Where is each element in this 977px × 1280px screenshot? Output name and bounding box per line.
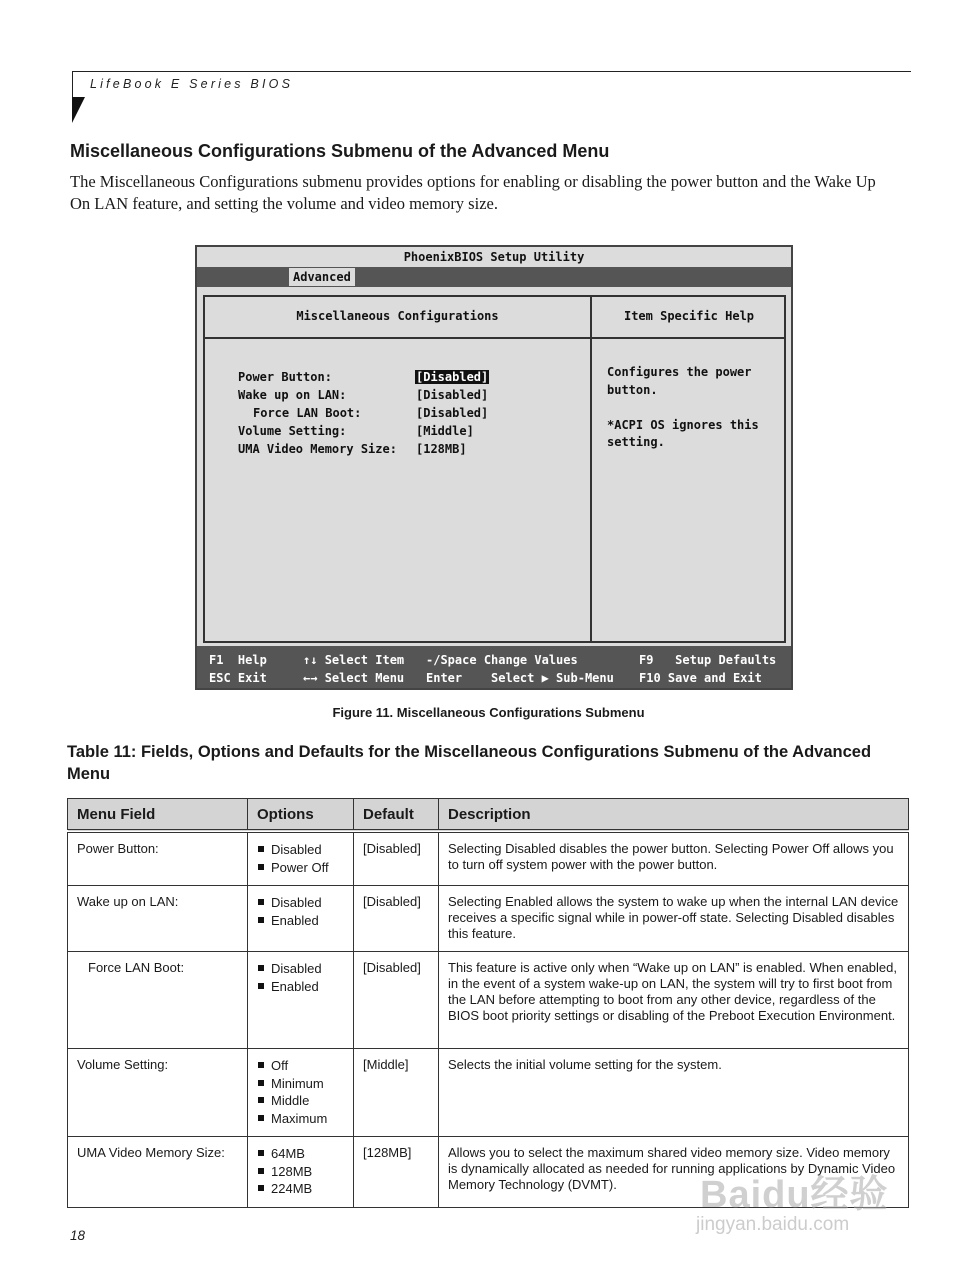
option-item: Enabled — [257, 978, 344, 996]
key-enter-label: Select ▶ Sub-Menu — [491, 671, 614, 685]
bios-item-uma-video-memory[interactable]: UMA Video Memory Size: — [238, 442, 397, 456]
option-item: Minimum — [257, 1075, 344, 1093]
description-cell: Allows you to select the maximum shared video memory size. Video memory is dynamically allocated as needed for running applications by Dynamic Video Memory Technology (DVMT). — [439, 1137, 909, 1208]
bios-value-power-button[interactable]: [Disabled] — [416, 370, 489, 384]
bios-value-wake-on-lan[interactable]: [Disabled] — [416, 388, 489, 402]
table-row — [68, 1049, 909, 1137]
description-cell: Selecting Enabled allows the system to wake up when the internal LAN device receives a specific signal while in power-off state. Selecting Disabled disables this feature. — [439, 886, 909, 952]
table-row — [68, 886, 909, 952]
key-f1: F1 — [209, 653, 224, 667]
header-rule — [73, 71, 911, 72]
column-header: Options — [248, 799, 354, 832]
up-down-arrows-icon: ↑↓ — [303, 653, 318, 667]
key-updown-label: Select Item — [324, 653, 405, 667]
key-enter: Enter — [426, 671, 463, 685]
key-f10-label: Save and Exit — [667, 671, 762, 685]
key-f9: F9 — [639, 653, 654, 667]
bios-value-volume-setting[interactable]: [Middle] — [416, 424, 474, 438]
bios-help-text — [607, 364, 777, 452]
options-table — [67, 798, 909, 1208]
option-item: Disabled — [257, 894, 344, 912]
bios-header-divider — [205, 337, 784, 339]
key-hint-change-values — [426, 653, 578, 667]
field-cell — [68, 952, 248, 1049]
key-leftright-label: Select Menu — [324, 671, 405, 685]
column-header: Menu Field — [68, 799, 248, 832]
left-right-arrows-icon: ←→ — [303, 671, 318, 685]
key-space-label: Change Values — [483, 653, 578, 667]
option-item: 224MB — [257, 1180, 344, 1198]
key-hint-setup-defaults — [639, 653, 776, 667]
option-item: 64MB — [257, 1145, 344, 1163]
bios-screen — [195, 245, 793, 690]
key-esc: ESC — [209, 671, 231, 685]
options-cell — [248, 831, 354, 886]
key-space: -/Space — [426, 653, 477, 667]
running-title: LifeBook E Series BIOS — [90, 77, 294, 91]
header-wedge-mark — [72, 97, 85, 123]
options-cell — [248, 1137, 354, 1208]
options-cell — [248, 952, 354, 1049]
bios-help-line: *ACPI OS ignores this setting. — [607, 417, 759, 449]
section-title: Miscellaneous Configurations Submenu of the Advanced Menu — [70, 141, 610, 161]
key-hint-select-menu — [303, 671, 404, 685]
bios-settings-panel — [203, 295, 786, 643]
bios-value-uma-video-memory[interactable]: [128MB] — [416, 442, 467, 456]
field-label-indented: Force LAN Boot: — [88, 960, 185, 975]
bios-menubar — [197, 267, 791, 287]
bios-panel-divider — [590, 297, 592, 641]
key-hint-select-item — [303, 653, 404, 667]
key-f10: F10 — [639, 671, 661, 685]
key-hint-help — [209, 653, 267, 667]
column-header: Default — [354, 799, 439, 832]
figure-caption: Figure 11. Miscellaneous Configurations Submenu — [332, 705, 645, 720]
bios-value-force-lan-boot[interactable]: [Disabled] — [416, 406, 489, 420]
default-cell: [Disabled] — [354, 831, 439, 886]
options-cell — [248, 1049, 354, 1137]
table-header-row — [68, 799, 909, 832]
bios-item-volume-setting[interactable]: Volume Setting: — [238, 424, 347, 438]
options-cell — [248, 886, 354, 952]
key-f9-label: Setup Defaults — [675, 653, 777, 667]
default-cell: [128MB] — [354, 1137, 439, 1208]
column-header: Description — [439, 799, 909, 832]
description-cell: Selecting Disabled disables the power button. Selecting Power Off allows you to turn off system power with the power button. — [439, 831, 909, 886]
option-item: Enabled — [257, 912, 344, 930]
default-cell: [Disabled] — [354, 952, 439, 1049]
key-f1-label: Help — [237, 653, 267, 667]
default-cell: [Disabled] — [354, 886, 439, 952]
bios-tab-advanced[interactable]: Advanced — [289, 268, 355, 286]
key-hint-save-exit — [639, 671, 762, 685]
option-item: Disabled — [257, 960, 344, 978]
key-hint-submenu — [426, 671, 614, 685]
key-hint-exit — [209, 671, 267, 685]
bios-item-force-lan-boot[interactable]: Force LAN Boot: — [253, 406, 362, 420]
bios-panel-title: Miscellaneous Configurations — [296, 309, 499, 323]
field-cell: Wake up on LAN: — [68, 886, 248, 952]
option-item: Maximum — [257, 1110, 344, 1128]
bios-help-title: Item Specific Help — [623, 309, 755, 323]
table-row — [68, 952, 909, 1049]
table-title: Table 11: Fields, Options and Defaults for the Miscellaneous Configurations Submenu of the Advanced Menu — [67, 743, 872, 783]
option-item: Middle — [257, 1092, 344, 1110]
field-cell: Power Button: — [68, 831, 248, 886]
field-cell: UMA Video Memory Size: — [68, 1137, 248, 1208]
table-row — [68, 831, 909, 886]
default-cell: [Middle] — [354, 1049, 439, 1137]
description-cell: Selects the initial volume setting for the system. — [439, 1049, 909, 1137]
bios-title: PhoenixBIOS Setup Utility — [403, 250, 585, 264]
option-item: 128MB — [257, 1163, 344, 1181]
bios-item-power-button[interactable]: Power Button: — [238, 370, 332, 384]
description-cell: This feature is active only when “Wake up on LAN” is enabled. When enabled, in the event of a system wake-up on LAN, the system will try to first boot from the LAN before attempting to boot from any other device, regardless of the BIOS boot priority settings or disabling of the Preboot Execution Environment. — [439, 952, 909, 1049]
field-cell: Volume Setting: — [68, 1049, 248, 1137]
option-item: Disabled — [257, 841, 344, 859]
bios-item-wake-on-lan[interactable]: Wake up on LAN: — [238, 388, 347, 402]
key-esc-label: Exit — [237, 671, 267, 685]
bios-help-line: Configures the power button. — [607, 365, 752, 397]
section-intro: The Miscellaneous Configurations submenu provides options for enabling or disabling the power button and the Wake Up On LAN feature, and setting the volume and video memory size. — [70, 172, 876, 213]
option-item: Off — [257, 1057, 344, 1075]
watermark-logo: Baidu经验 — [700, 1174, 889, 1216]
watermark-url: jingyan.baidu.com — [696, 1214, 850, 1235]
bios-keys-footer — [197, 646, 791, 688]
option-item: Power Off — [257, 859, 344, 877]
page-number: 18 — [70, 1228, 86, 1243]
